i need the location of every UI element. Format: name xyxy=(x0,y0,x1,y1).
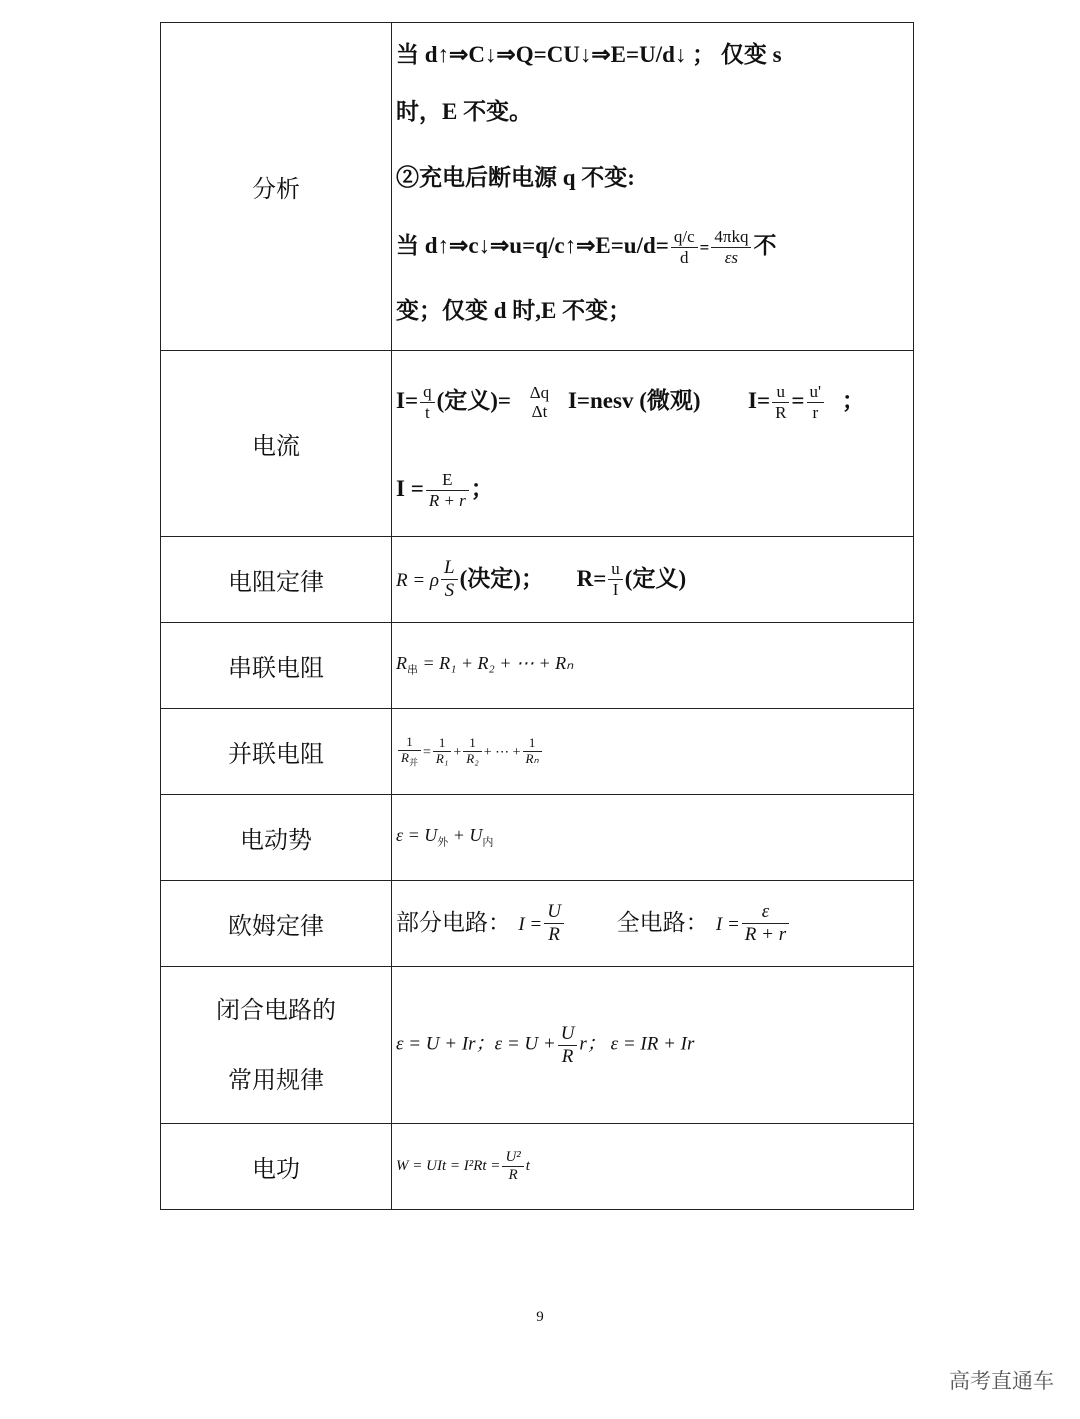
fraction-1-over-Rn xyxy=(523,736,542,767)
row-label-series: 串联电阻 xyxy=(161,623,392,709)
denominator-symbol: R xyxy=(401,749,409,765)
ellipsis-plus: + ⋯ + xyxy=(483,744,521,760)
emf-subscript-outer: 外 xyxy=(437,835,449,849)
current-i-eq: I= xyxy=(396,387,419,413)
table-row xyxy=(161,881,914,967)
ohm-i-eq-2: I = xyxy=(715,914,740,935)
fraction-numerator: 4πkq xyxy=(711,227,751,248)
fraction-numerator: u' xyxy=(807,382,825,403)
closed-circuit-formula-c: ε = IR + Ir xyxy=(610,1033,695,1055)
table-row xyxy=(161,795,914,881)
fraction-denominator: R₂ xyxy=(466,751,479,766)
row-content-closed-circuit xyxy=(392,967,914,1124)
current-i-eq-2: I= xyxy=(748,387,771,413)
row-label-work: 电功 xyxy=(161,1124,392,1210)
resistance-decide: (决定)； xyxy=(459,566,544,591)
equals-sign: = xyxy=(791,387,805,413)
fraction-numerator: u xyxy=(772,382,789,403)
analysis-line-2: 时，E 不变。 xyxy=(396,98,533,124)
fraction-u-over-I xyxy=(608,559,623,599)
fraction-1-over-R1 xyxy=(433,736,451,767)
analysis-line-4 xyxy=(396,206,913,286)
fraction-numerator: ε xyxy=(742,901,789,924)
fraction-denominator: R xyxy=(508,1167,518,1183)
current-micro: I=nesv (微观) xyxy=(567,387,701,413)
fraction-q-over-c-over-d xyxy=(671,227,698,267)
resistance-r-rho: R = ρ xyxy=(396,570,440,591)
current-line-2 xyxy=(396,446,913,532)
fraction-numerator: Δq xyxy=(529,382,550,402)
row-content-current xyxy=(392,351,914,537)
row-content-ohm xyxy=(392,881,914,967)
series-formula: = R₁ + R₂ + ⋯ + Rₙ xyxy=(418,653,574,674)
table-row xyxy=(161,709,914,795)
fraction-denominator: Rₙ xyxy=(525,751,539,766)
fraction-numerator: L xyxy=(441,557,458,580)
fraction-numerator: u xyxy=(608,559,623,580)
current-i-eq-3: I = xyxy=(396,475,424,501)
series-r: R xyxy=(396,653,407,674)
semicolon: ； xyxy=(841,387,865,413)
table-row xyxy=(161,537,914,623)
fraction-denominator: R xyxy=(548,924,560,945)
fraction-u-prime-over-r xyxy=(807,382,825,422)
row-content-work xyxy=(392,1124,914,1210)
closed-circuit-label-line-1: 闭合电路的 xyxy=(216,996,336,1024)
fraction-numerator: E xyxy=(426,470,469,491)
row-label-resistance-law: 电阻定律 xyxy=(161,537,392,623)
fraction-numerator: 1 xyxy=(523,736,542,752)
row-label-current: 电流 xyxy=(161,351,392,537)
row-label-emf: 电动势 xyxy=(161,795,392,881)
closed-circuit-label-line-2: 常用规律 xyxy=(228,1066,324,1094)
row-content-resistance-law xyxy=(392,537,914,623)
fraction-denominator: t xyxy=(424,402,430,422)
row-content-analysis xyxy=(392,23,914,351)
closed-circuit-formula-b2: r； xyxy=(579,1033,606,1055)
emf-eps-u: ε = U xyxy=(396,825,438,846)
equals-sign: = xyxy=(699,237,710,257)
ohm-partial-label: 部分电路： xyxy=(396,910,511,936)
ohm-i-eq: I = xyxy=(518,914,543,935)
fraction-denominator: R xyxy=(775,402,787,422)
fraction-L-over-S xyxy=(441,557,458,602)
table-row xyxy=(161,351,914,537)
row-content-parallel xyxy=(392,709,914,795)
fraction-denominator: d xyxy=(680,247,689,267)
fraction-U-over-R xyxy=(544,901,564,946)
fraction-U-over-R xyxy=(558,1023,578,1068)
table-row xyxy=(161,1124,914,1210)
analysis-line-4-pre: 当 d↑⇒c↓⇒u=q/c↑⇒E=u/d= xyxy=(396,232,669,258)
closed-circuit-formula-b: ε = U + xyxy=(494,1033,556,1055)
series-subscript: 串 xyxy=(407,663,418,677)
formula-table xyxy=(160,22,914,1210)
equals-sign: = xyxy=(422,744,431,760)
fraction-denominator: εs xyxy=(724,247,739,267)
watermark: 高考直通车 xyxy=(949,1369,1054,1393)
fraction-E-over-Rr xyxy=(426,470,469,510)
ohm-full-label: 全电路： xyxy=(616,910,709,936)
page-number: 9 xyxy=(536,1309,544,1325)
plus-sign: + xyxy=(453,744,462,760)
closed-circuit-formula-a: ε = U + Ir； xyxy=(396,1033,495,1055)
fraction-1-over-R2 xyxy=(463,736,481,767)
row-label-parallel: 并联电阻 xyxy=(161,709,392,795)
fraction-denominator: R₁ xyxy=(435,751,449,766)
row-content-emf xyxy=(392,795,914,881)
fraction-numerator: 1 xyxy=(398,735,421,751)
row-label-analysis: 分析 xyxy=(161,23,392,351)
fraction-U2-over-R xyxy=(502,1149,523,1185)
fraction-numerator: q/c xyxy=(671,227,698,248)
fraction-eps-over-Rr xyxy=(742,901,789,946)
fraction-numerator: U xyxy=(544,901,564,924)
fraction-u-over-R xyxy=(772,382,789,422)
analysis-line-3: ②充电后断电源 q 不变: xyxy=(396,164,635,190)
work-formula: W = UIt = I²Rt = xyxy=(396,1157,501,1174)
work-t: t xyxy=(525,1157,530,1174)
fraction-q-over-t xyxy=(420,382,435,422)
emf-plus-u: + U xyxy=(448,825,483,846)
fraction-1-over-R-parallel xyxy=(398,735,421,769)
table-row xyxy=(161,967,914,1124)
fraction-denominator: I xyxy=(612,580,619,599)
row-label-ohm: 欧姆定律 xyxy=(161,881,392,967)
fraction-denominator: r xyxy=(812,402,819,422)
table-row xyxy=(161,623,914,709)
semicolon: ； xyxy=(470,475,494,501)
analysis-line-5: 变；仅变 d 时,E 不变； xyxy=(396,297,632,323)
fraction-numerator: q xyxy=(420,382,435,403)
fraction-denominator: R + r xyxy=(744,924,787,945)
denominator-subscript: 并 xyxy=(408,758,418,769)
fraction-denominator: R + r xyxy=(428,490,466,510)
current-def: (定义)= xyxy=(436,387,511,413)
fraction-denominator: Δt xyxy=(531,402,548,422)
emf-subscript-inner: 内 xyxy=(482,835,494,849)
analysis-line-1: 当 d↑⇒C↓⇒Q=CU↓⇒E=U/d↓ ； 仅变 s xyxy=(396,41,782,67)
row-content-series xyxy=(392,623,914,709)
table-row xyxy=(161,23,914,351)
resistance-def: (定义) xyxy=(624,566,687,591)
fraction-denominator xyxy=(398,751,421,769)
row-label-closed-circuit xyxy=(161,967,392,1124)
fraction-denominator: R xyxy=(561,1045,574,1067)
fraction-denominator: S xyxy=(444,580,455,601)
fraction-numerator: U² xyxy=(502,1149,523,1167)
fraction-4pikq-over-es xyxy=(711,227,751,267)
fraction-dq-over-dt xyxy=(527,383,552,422)
fraction-numerator: U xyxy=(558,1023,578,1046)
analysis-line-4-post: 不 xyxy=(753,232,777,258)
current-line-1 xyxy=(396,356,913,446)
fraction-numerator: 1 xyxy=(433,736,451,752)
resistance-r-eq: R= xyxy=(576,566,607,591)
fraction-numerator: 1 xyxy=(463,736,481,752)
